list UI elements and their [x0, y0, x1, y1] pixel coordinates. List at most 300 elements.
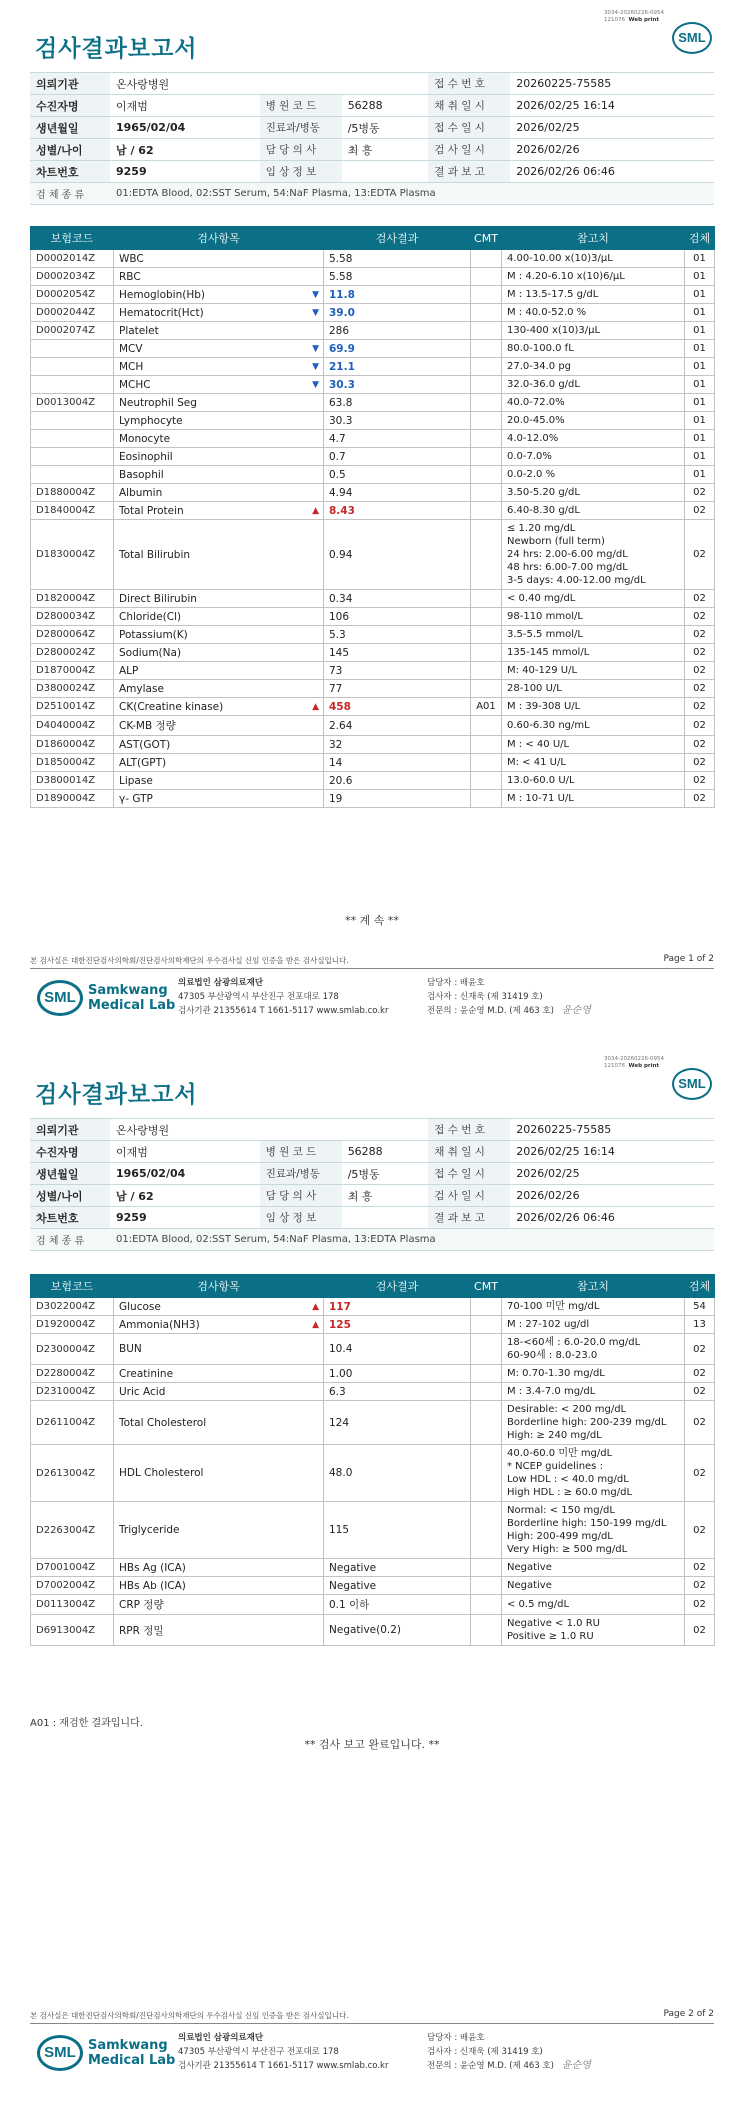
reference-range-cell: 80.0-100.0 fL	[502, 340, 685, 358]
cmt-cell	[471, 304, 502, 322]
test-name-cell	[114, 430, 324, 448]
footer-divider	[30, 968, 714, 969]
cmt-cell	[471, 608, 502, 626]
reference-range-cell: M : 4.20-6.10 x(10)6/μL	[502, 268, 685, 286]
result-cell: 14	[324, 754, 471, 772]
result-cell: 30.3	[324, 376, 471, 394]
insurance-code-cell: D3800014Z	[31, 772, 114, 790]
result-cell: 69.9	[324, 340, 471, 358]
specimen-cell: 01	[685, 376, 715, 394]
insurance-code-cell: D2300004Z	[31, 1334, 114, 1365]
low-flag-arrow-icon: ▼	[312, 289, 319, 300]
specimen-cell: 01	[685, 430, 715, 448]
cmt-cell	[471, 466, 502, 484]
specimen-cell: 01	[685, 304, 715, 322]
insurance-code-cell	[31, 466, 114, 484]
insurance-code-cell: D1920004Z	[31, 1316, 114, 1334]
cmt-cell	[471, 1615, 502, 1646]
result-cell: 20.6	[324, 772, 471, 790]
reference-range-cell: Desirable: < 200 mg/dL Borderline high: 200-239 mg/dL High: ≥ 240 mg/dL	[502, 1401, 685, 1445]
reference-range-cell: 32.0-36.0 g/dL	[502, 376, 685, 394]
insurance-code-cell: D3022004Z	[31, 1298, 114, 1316]
cmt-cell	[471, 286, 502, 304]
reference-range-cell: 0.0-2.0 %	[502, 466, 685, 484]
reference-range-cell: 13.0-60.0 U/L	[502, 772, 685, 790]
specimen-cell: 01	[685, 412, 715, 430]
document-code: 3034-20260226-0954 121076 Web print	[604, 10, 664, 23]
test-name-cell	[114, 1502, 324, 1559]
table-header: 보험코드 검사항목 검사결과 CMT 참고치 검체	[31, 227, 715, 250]
specimen-cell: 02	[685, 484, 715, 502]
insurance-code-cell: D1850004Z	[31, 754, 114, 772]
table-row	[31, 1383, 715, 1401]
reference-range-cell: 6.40-8.30 g/dL	[502, 502, 685, 520]
cmt-cell	[471, 1445, 502, 1502]
staff-list: 담당자 : 배윤호 검사자 : 신재욱 (제 31419 호) 전문의 : 윤순영 M.D. (제 463 호) 윤순영	[427, 978, 591, 1016]
signature: 윤순영	[561, 2060, 591, 2071]
specimen-cell: 02	[685, 502, 715, 520]
test-name-cell	[114, 340, 324, 358]
test-name: WBC	[119, 252, 144, 265]
samkwang-logo-icon: SML	[37, 980, 83, 1016]
low-flag-arrow-icon: ▼	[312, 361, 319, 372]
report-page-1	[0, 0, 744, 1046]
cmt-cell	[471, 790, 502, 808]
reference-range-cell: M : 40.0-52.0 %	[502, 304, 685, 322]
reference-range-cell: M : 3.4-7.0 mg/dL	[502, 1383, 685, 1401]
table-row	[31, 358, 715, 376]
accreditation-notice: 본 검사실은 대한진단검사의학회/진단검사의학재단의 우수검사실 신임 인증을 받은 검사실입니다.	[30, 2011, 349, 2020]
insurance-code-cell: D1860004Z	[31, 736, 114, 754]
specimen-cell: 54	[685, 1298, 715, 1316]
specimen-cell: 02	[685, 608, 715, 626]
cmt-cell	[471, 448, 502, 466]
insurance-code-cell: D2800024Z	[31, 644, 114, 662]
staff-list: 담당자 : 배윤호 검사자 : 신재욱 (제 31419 호) 전문의 : 윤순영 M.D. (제 463 호) 윤순영	[427, 2033, 591, 2071]
reference-range-cell: 4.0-12.0%	[502, 430, 685, 448]
test-name-cell	[114, 1383, 324, 1401]
cmt-cell	[471, 376, 502, 394]
result-cell: 77	[324, 680, 471, 698]
result-cell: 48.0	[324, 1445, 471, 1502]
test-name: Monocyte	[119, 432, 171, 445]
cmt-footnote: A01 : 재검한 결과입니다.	[30, 1718, 143, 1729]
test-name-cell	[114, 608, 324, 626]
cmt-cell	[471, 250, 502, 268]
table-row	[31, 754, 715, 772]
insurance-code-cell: D1880004Z	[31, 484, 114, 502]
specimen-cell: 01	[685, 250, 715, 268]
lab-address: 의료법인 삼광의료재단 47305 부산광역시 부산진구 전포대로 178 검사기관 21355614 T 1661-5117 www.smlab.co.kr	[178, 978, 389, 1016]
insurance-code-cell	[31, 358, 114, 376]
cmt-cell	[471, 1401, 502, 1445]
insurance-code-cell: D7002004Z	[31, 1577, 114, 1595]
result-cell: 8.43	[324, 502, 471, 520]
cmt-cell	[471, 1502, 502, 1559]
test-name: γ- GTP	[119, 792, 153, 805]
cmt-cell	[471, 1559, 502, 1577]
document-code: 3034-20260226-0954 121076 Web print	[604, 1056, 664, 1069]
test-name-cell	[114, 1316, 324, 1334]
high-flag-arrow-icon: ▲	[312, 505, 319, 516]
specimen-cell: 02	[685, 790, 715, 808]
low-flag-arrow-icon: ▼	[312, 343, 319, 354]
specimen-cell: 02	[685, 1383, 715, 1401]
table-row	[31, 1316, 715, 1334]
specimen-cell: 02	[685, 1334, 715, 1365]
cmt-cell	[471, 484, 502, 502]
specimen-cell: 02	[685, 772, 715, 790]
result-cell: 11.8	[324, 286, 471, 304]
specimen-cell: 02	[685, 1365, 715, 1383]
table-header: 보험코드 검사항목 검사결과 CMT 참고치 검체	[31, 1275, 715, 1298]
test-name: Neutrophil Seg	[119, 396, 197, 409]
test-name-cell	[114, 1577, 324, 1595]
accreditation-notice: 본 검사실은 대한진단검사의학회/진단검사의학재단의 우수검사실 신임 인증을 받은 검사실입니다.	[30, 956, 349, 965]
insurance-code-cell: D2800034Z	[31, 608, 114, 626]
cmt-cell	[471, 754, 502, 772]
results-table-page-1	[30, 226, 715, 808]
test-name: RBC	[119, 270, 141, 283]
test-name: HBs Ag (ICA)	[119, 1561, 186, 1574]
insurance-code-cell	[31, 412, 114, 430]
test-name-cell	[114, 1445, 324, 1502]
table-row	[31, 662, 715, 680]
test-name-cell	[114, 394, 324, 412]
results-table-page-2	[30, 1274, 715, 1646]
table-row	[31, 1298, 715, 1316]
test-name-cell	[114, 484, 324, 502]
reference-range-cell: Negative	[502, 1577, 685, 1595]
table-row	[31, 608, 715, 626]
insurance-code-cell	[31, 448, 114, 466]
table-row	[31, 716, 715, 736]
test-name: AST(GOT)	[119, 738, 171, 751]
result-cell: 106	[324, 608, 471, 626]
insurance-code-cell: D1870004Z	[31, 662, 114, 680]
test-name: Amylase	[119, 682, 164, 695]
cmt-cell	[471, 1334, 502, 1365]
table-row	[31, 322, 715, 340]
test-name-cell	[114, 1298, 324, 1316]
result-cell: Negative	[324, 1559, 471, 1577]
result-cell: 5.58	[324, 250, 471, 268]
insurance-code-cell: D2800064Z	[31, 626, 114, 644]
specimen-cell: 02	[685, 1577, 715, 1595]
test-name-cell	[114, 1334, 324, 1365]
test-name: Triglyceride	[119, 1524, 180, 1536]
table-row	[31, 268, 715, 286]
table-row	[31, 1401, 715, 1445]
test-name: HDL Cholesterol	[119, 1467, 204, 1479]
table-row	[31, 1445, 715, 1502]
insurance-code-cell: D3800024Z	[31, 680, 114, 698]
test-name-cell	[114, 358, 324, 376]
reference-range-cell: 28-100 U/L	[502, 680, 685, 698]
table-row	[31, 448, 715, 466]
test-name: Eosinophil	[119, 450, 173, 463]
insurance-code-cell	[31, 340, 114, 358]
table-row	[31, 590, 715, 608]
cmt-cell	[471, 716, 502, 736]
table-row	[31, 644, 715, 662]
insurance-code-cell: D0113004Z	[31, 1595, 114, 1615]
reference-range-cell: < 0.40 mg/dL	[502, 590, 685, 608]
report-title: 검사결과보고서	[35, 1082, 198, 1108]
table-row	[31, 736, 715, 754]
result-cell: 125	[324, 1316, 471, 1334]
insurance-code-cell: D2510014Z	[31, 698, 114, 716]
specimen-cell: 02	[685, 1445, 715, 1502]
test-name-cell	[114, 1401, 324, 1445]
result-cell: 0.34	[324, 590, 471, 608]
table-row	[31, 250, 715, 268]
specimen-cell: 02	[685, 1595, 715, 1615]
insurance-code-cell: D0002044Z	[31, 304, 114, 322]
test-name-cell	[114, 448, 324, 466]
specimen-cell: 02	[685, 698, 715, 716]
insurance-code-cell: D7001004Z	[31, 1559, 114, 1577]
reference-range-cell: M : 10-71 U/L	[502, 790, 685, 808]
table-row	[31, 412, 715, 430]
reference-range-cell: Negative < 1.0 RU Positive ≥ 1.0 RU	[502, 1615, 685, 1646]
result-cell: 1.00	[324, 1365, 471, 1383]
lab-name: Samkwang Medical Lab	[88, 983, 176, 1013]
specimen-cell: 13	[685, 1316, 715, 1334]
test-name: Creatinine	[119, 1367, 174, 1380]
patient-info-table: 의뢰기관 온사랑병원 접 수 번 호 20260225-75585 수진자명 이재범 병 원 코 드 56288 채 취 일 시 2026/02/25 16:14 생년월일 1965/02/04 진료과/병동 /5병동 접 수 일 시 2026/02/25 성별/나이 남 / 62 담 당 의 사 최 흥 검 사 일 시 2026/02/26 차트번호 9259 임 상 정 보 결 과 보 고 2026/02/26 06:46 검 체 종 류 01:EDTA Blood, 02:SST Serum, 54:NaF Plasma, 13:EDTA Plasma	[30, 1118, 714, 1251]
test-name: Ammonia(NH3)	[119, 1318, 200, 1331]
test-name-cell	[114, 680, 324, 698]
specimen-cell: 01	[685, 286, 715, 304]
reference-range-cell: 3.5-5.5 mmol/L	[502, 626, 685, 644]
test-name: RPR 정밀	[119, 1624, 164, 1637]
table-row	[31, 340, 715, 358]
table-row	[31, 520, 715, 590]
table-row	[31, 790, 715, 808]
cmt-cell	[471, 520, 502, 590]
table-row	[31, 1595, 715, 1615]
test-name-cell	[114, 502, 324, 520]
test-name: Potassium(K)	[119, 628, 188, 641]
table-row	[31, 430, 715, 448]
table-row	[31, 1334, 715, 1365]
reference-range-cell: 18-<60세 : 6.0-20.0 mg/dL 60-90세 : 8.0-23.0	[502, 1334, 685, 1365]
test-name: Albumin	[119, 486, 163, 499]
test-name-cell	[114, 736, 324, 754]
result-cell: 2.64	[324, 716, 471, 736]
specimen-cell: 01	[685, 448, 715, 466]
specimen-cell: 02	[685, 1502, 715, 1559]
insurance-code-cell: D1890004Z	[31, 790, 114, 808]
cmt-cell	[471, 268, 502, 286]
test-name: CK-MB 정량	[119, 720, 176, 732]
insurance-code-cell: D2310004Z	[31, 1383, 114, 1401]
footer-divider	[30, 2023, 714, 2024]
result-cell: Negative(0.2)	[324, 1615, 471, 1646]
result-cell: 39.0	[324, 304, 471, 322]
table-row	[31, 772, 715, 790]
result-cell: 0.94	[324, 520, 471, 590]
table-row	[31, 502, 715, 520]
reference-range-cell: 70-100 미만 mg/dL	[502, 1298, 685, 1316]
reference-range-cell: < 0.5 mg/dL	[502, 1595, 685, 1615]
test-name: CK(Creatine kinase)	[119, 700, 224, 713]
specimen-cell: 01	[685, 268, 715, 286]
test-name: Total Protein	[119, 504, 184, 517]
specimen-cell: 02	[685, 736, 715, 754]
result-cell: 145	[324, 644, 471, 662]
insurance-code-cell: D0013004Z	[31, 394, 114, 412]
test-name: MCH	[119, 360, 144, 373]
result-cell: 458	[324, 698, 471, 716]
reference-range-cell: M: < 41 U/L	[502, 754, 685, 772]
insurance-code-cell	[31, 376, 114, 394]
reference-range-cell: 40.0-72.0%	[502, 394, 685, 412]
page-number: Page 2 of 2	[663, 2009, 714, 2019]
test-name: Total Bilirubin	[119, 548, 191, 561]
low-flag-arrow-icon: ▼	[312, 379, 319, 390]
table-row	[31, 484, 715, 502]
cmt-cell	[471, 772, 502, 790]
result-cell: 10.4	[324, 1334, 471, 1365]
test-name: Chloride(Cl)	[119, 610, 182, 623]
result-cell: 286	[324, 322, 471, 340]
specimen-cell: 01	[685, 322, 715, 340]
result-cell: 0.5	[324, 466, 471, 484]
specimen-cell: 01	[685, 466, 715, 484]
test-name-cell	[114, 590, 324, 608]
test-name-cell	[114, 772, 324, 790]
cmt-cell	[471, 1365, 502, 1383]
specimen-cell: 02	[685, 716, 715, 736]
table-row	[31, 286, 715, 304]
test-name: Sodium(Na)	[119, 646, 182, 659]
cmt-cell	[471, 340, 502, 358]
test-name-cell	[114, 754, 324, 772]
specimen-cell: 02	[685, 626, 715, 644]
reference-range-cell: 40.0-60.0 미만 mg/dL * NCEP guidelines : Low HDL : < 40.0 mg/dL High HDL : ≥ 60.0 mg/dL	[502, 1445, 685, 1502]
result-cell: Negative	[324, 1577, 471, 1595]
patient-info-table: 의뢰기관 온사랑병원 접 수 번 호 20260225-75585 수진자명 이재범 병 원 코 드 56288 채 취 일 시 2026/02/25 16:14 생년월일 1965/02/04 진료과/병동 /5병동 접 수 일 시 2026/02/25 성별/나이 남 / 62 담 당 의 사 최 흥 검 사 일 시 2026/02/26 차트번호 9259 임 상 정 보 결 과 보 고 2026/02/26 06:46 검 체 종 류 01:EDTA Blood, 02:SST Serum, 54:NaF Plasma, 13:EDTA Plasma	[30, 72, 714, 205]
test-name-cell	[114, 662, 324, 680]
sml-logo-icon: SML	[672, 22, 712, 54]
insurance-code-cell: D2611004Z	[31, 1401, 114, 1445]
reference-range-cell: Negative	[502, 1559, 685, 1577]
table-row	[31, 394, 715, 412]
cmt-cell	[471, 358, 502, 376]
high-flag-arrow-icon: ▲	[312, 701, 319, 712]
specimen-cell: 02	[685, 590, 715, 608]
table-row	[31, 1365, 715, 1383]
table-row	[31, 376, 715, 394]
insurance-code-cell: D0002034Z	[31, 268, 114, 286]
result-cell: 5.58	[324, 268, 471, 286]
reference-range-cell: 27.0-34.0 pg	[502, 358, 685, 376]
test-name-cell	[114, 716, 324, 736]
insurance-code-cell: D1820004Z	[31, 590, 114, 608]
test-name-cell	[114, 626, 324, 644]
cmt-cell	[471, 1577, 502, 1595]
result-cell: 30.3	[324, 412, 471, 430]
test-name-cell	[114, 1365, 324, 1383]
low-flag-arrow-icon: ▼	[312, 307, 319, 318]
page-number: Page 1 of 2	[663, 954, 714, 964]
test-name-cell	[114, 1595, 324, 1615]
result-cell: 0.7	[324, 448, 471, 466]
test-name-cell	[114, 412, 324, 430]
test-name-cell	[114, 790, 324, 808]
test-name: Hematocrit(Hct)	[119, 306, 204, 319]
insurance-code-cell: D1830004Z	[31, 520, 114, 590]
lab-name: Samkwang Medical Lab	[88, 2038, 176, 2068]
test-name-cell	[114, 286, 324, 304]
reference-range-cell: 0.60-6.30 ng/mL	[502, 716, 685, 736]
specimen-cell: 02	[685, 644, 715, 662]
high-flag-arrow-icon: ▲	[312, 1319, 319, 1330]
reference-range-cell: M: 40-129 U/L	[502, 662, 685, 680]
report-title: 검사결과보고서	[35, 36, 198, 62]
cmt-cell	[471, 1298, 502, 1316]
specimen-cell: 02	[685, 1401, 715, 1445]
lab-address: 의료법인 삼광의료재단 47305 부산광역시 부산진구 전포대로 178 검사기관 21355614 T 1661-5117 www.smlab.co.kr	[178, 2033, 389, 2071]
reference-range-cell: Normal: < 150 mg/dL Borderline high: 150-199 mg/dL High: 200-499 mg/dL Very High: ≥ 500 mg/dL	[502, 1502, 685, 1559]
result-cell: 115	[324, 1502, 471, 1559]
table-row	[31, 680, 715, 698]
cmt-cell	[471, 1316, 502, 1334]
insurance-code-cell: D4040004Z	[31, 716, 114, 736]
insurance-code-cell: D2613004Z	[31, 1445, 114, 1502]
result-cell: 19	[324, 790, 471, 808]
specimen-cell: 02	[685, 520, 715, 590]
test-name: Total Cholesterol	[119, 1416, 207, 1429]
insurance-code-cell: D0002054Z	[31, 286, 114, 304]
specimen-cell: 02	[685, 662, 715, 680]
result-cell: 4.7	[324, 430, 471, 448]
signature: 윤순영	[561, 1005, 591, 1016]
cmt-cell: A01	[471, 698, 502, 716]
samkwang-logo-icon: SML	[37, 2035, 83, 2071]
result-cell: 73	[324, 662, 471, 680]
specimen-cell: 01	[685, 340, 715, 358]
high-flag-arrow-icon: ▲	[312, 1301, 319, 1312]
test-name: ALP	[119, 664, 139, 677]
report-page-2	[0, 1046, 744, 2104]
cmt-cell	[471, 412, 502, 430]
table-row	[31, 1615, 715, 1646]
test-name-cell	[114, 520, 324, 590]
table-row	[31, 698, 715, 716]
reference-range-cell: M : 27-102 ug/dl	[502, 1316, 685, 1334]
insurance-code-cell: D2280004Z	[31, 1365, 114, 1383]
test-name-cell	[114, 1615, 324, 1646]
cmt-cell	[471, 644, 502, 662]
table-row	[31, 304, 715, 322]
reference-range-cell: ≤ 1.20 mg/dL Newborn (full term) 24 hrs: 2.00-6.00 mg/dL 48 hrs: 6.00-7.00 mg/dL 3-5 days: 4.00-12.00 mg/dL	[502, 520, 685, 590]
test-name: ALT(GPT)	[119, 756, 167, 769]
reference-range-cell: 20.0-45.0%	[502, 412, 685, 430]
reference-range-cell: 135-145 mmol/L	[502, 644, 685, 662]
test-name-cell	[114, 250, 324, 268]
test-name: Lipase	[119, 774, 153, 787]
reference-range-cell: M : 13.5-17.5 g/dL	[502, 286, 685, 304]
cmt-cell	[471, 680, 502, 698]
test-name-cell	[114, 644, 324, 662]
cmt-cell	[471, 502, 502, 520]
table-row	[31, 1577, 715, 1595]
test-name: Glucose	[119, 1300, 161, 1313]
result-cell: 124	[324, 1401, 471, 1445]
